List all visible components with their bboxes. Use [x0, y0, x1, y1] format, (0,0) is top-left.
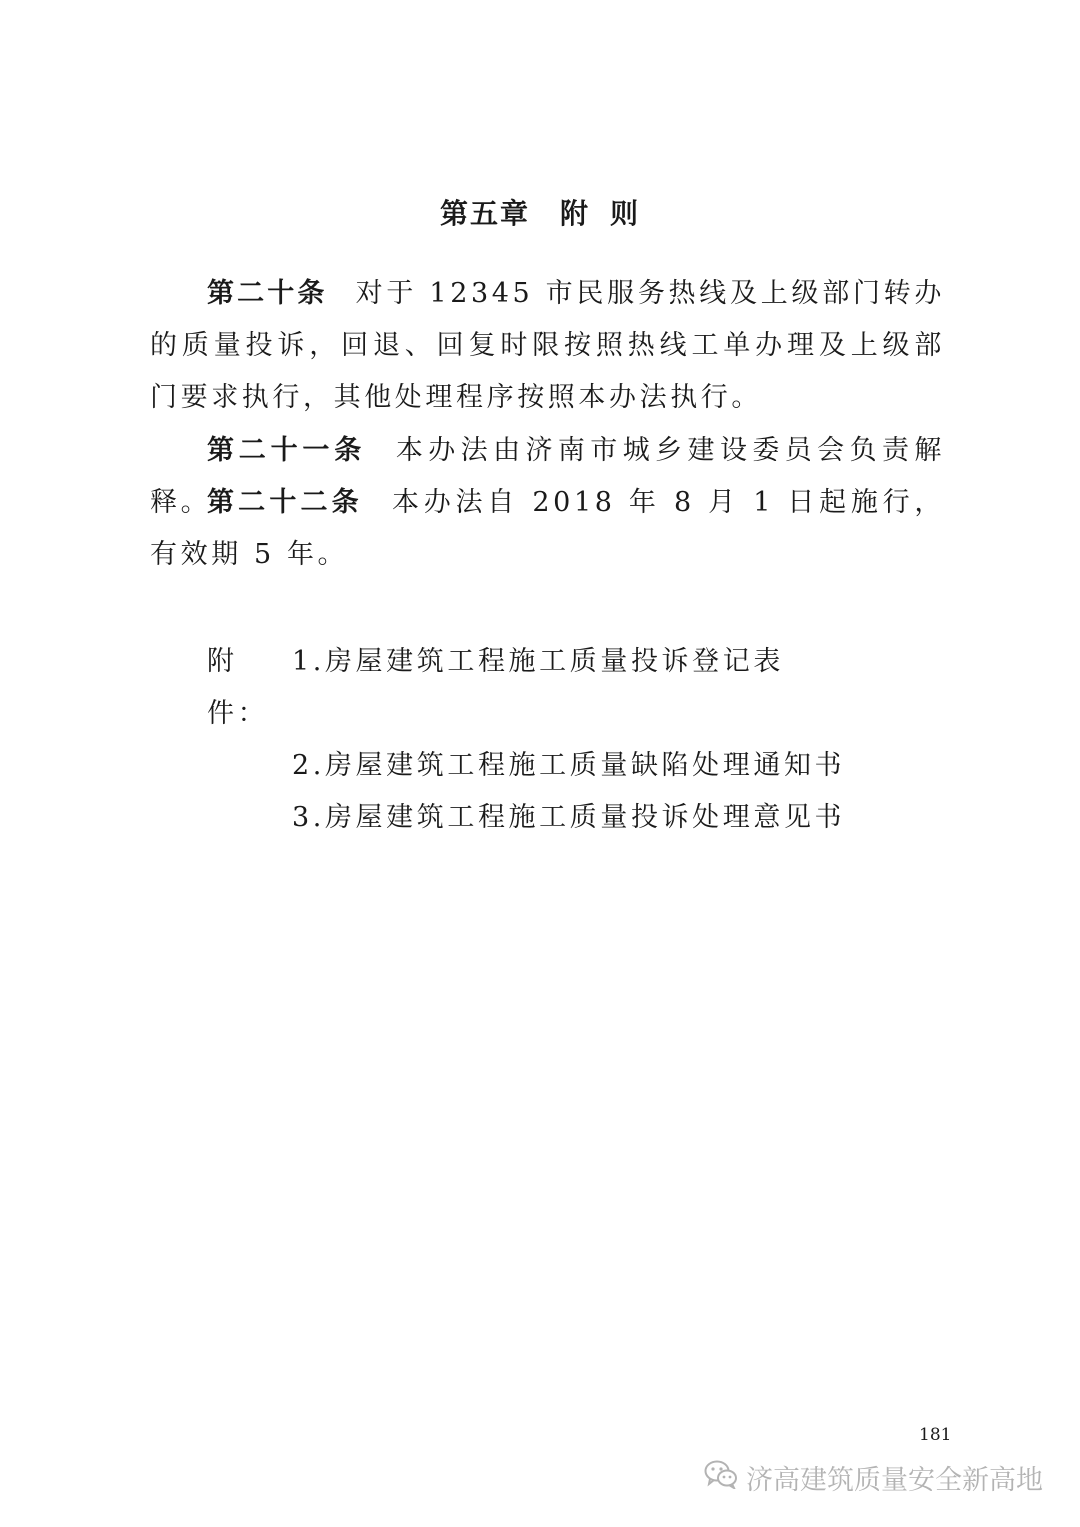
- chapter-title-part2: 附: [559, 197, 590, 230]
- article-number: 第二十一条: [207, 435, 367, 466]
- attachments-list: [207, 636, 845, 844]
- article-22: [150, 477, 945, 581]
- article-number: 第二十二条: [207, 487, 363, 518]
- article-text: 本办法由济南市城乡建设委员会负责解释。: [150, 435, 945, 518]
- wechat-icon: [704, 1459, 746, 1496]
- chapter-title-part3: 则: [610, 197, 641, 230]
- attachment-item: 2.房屋建筑工程施工质量缺陷处理通知书: [292, 750, 846, 781]
- attachments-label: 附件：: [207, 646, 269, 729]
- attachment-item: 1.房屋建筑工程施工质量投诉登记表: [292, 646, 784, 677]
- watermark-text: 济高建筑质量安全新高地: [746, 1465, 1043, 1496]
- article-20: [150, 268, 945, 424]
- page-number: 181: [919, 1425, 952, 1445]
- article-number: 第二十条: [207, 278, 328, 309]
- attachment-item: 3.房屋建筑工程施工质量投诉处理意见书: [292, 802, 846, 833]
- article-text: 本办法自 2018 年 8 月 1 日起施行，有效期 5 年。: [150, 487, 945, 570]
- article-text: 对于 12345 市民服务热线及上级部门转办的质量投诉，回退、回复时限按照热线工单办理及上级部门要求执行，其他处理程序按照本办法执行。: [150, 278, 946, 413]
- chapter-title: [0, 192, 1080, 232]
- watermark: [704, 1458, 1043, 1497]
- chapter-title-part1: 第五章: [439, 197, 530, 230]
